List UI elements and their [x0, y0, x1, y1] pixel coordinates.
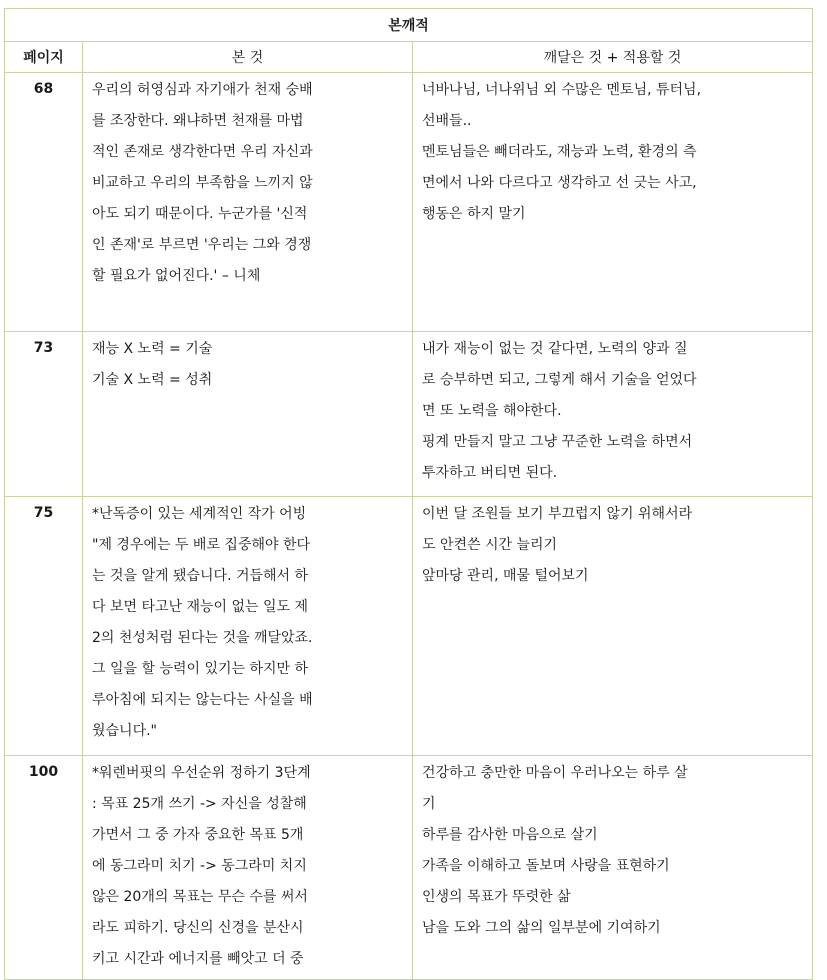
table-row: [5, 73, 813, 332]
text-line: 2의 천성처럼 된다는 것을 깨달았죠.: [92, 630, 313, 646]
seen-cell: [83, 497, 413, 756]
text-line: 웠습니다.": [92, 723, 157, 739]
table-title: 본깨적: [5, 9, 813, 42]
text-line: 다 보면 타고난 재능이 없는 일도 제: [92, 599, 309, 615]
text-line: 멘토님들은 빼더라도, 재능과 노력, 환경의 측: [422, 144, 697, 160]
text-line: 인생의 목표가 뚜렷한 삶: [422, 889, 571, 905]
realized-cell: [413, 73, 813, 332]
text-line: 앞마당 관리, 매물 털어보기: [422, 568, 589, 584]
text-line: 비교하고 우리의 부족함을 느끼지 않: [92, 175, 313, 191]
seen-cell: [83, 756, 413, 980]
text-line: 면 또 노력을 해야한다.: [422, 403, 562, 419]
realized-cell: [413, 497, 813, 756]
column-header-row: [5, 42, 813, 73]
text-line: : 목표 25개 쓰기 -> 자신을 성찰해: [92, 796, 307, 812]
text-line: 않은 20개의 목표는 무슨 수를 써서: [92, 889, 308, 905]
text-line: *워렌버핏의 우선순위 정하기 3단계: [92, 765, 311, 781]
text-line: 건강하고 충만한 마음이 우러나오는 하루 살: [422, 765, 688, 781]
text-line: 키고 시간과 에너지를 빼앗고 더 중: [92, 951, 304, 967]
text-line: 할 필요가 없어진다.' – 니체: [92, 268, 261, 284]
text-line: 를 조장한다. 왜냐하면 천재를 마법: [92, 113, 304, 129]
table-row: [5, 756, 813, 980]
seen-cell: [83, 73, 413, 332]
table-row: [5, 332, 813, 497]
text-line: 하루를 감사한 마음으로 살기: [422, 827, 598, 843]
text-line: 그 일을 할 능력이 있기는 하지만 하: [92, 661, 309, 677]
text-line: "제 경우에는 두 배로 집중해야 한다: [92, 537, 311, 553]
text-line: 우리의 허영심과 자기애가 천재 숭배: [92, 82, 313, 98]
text-line: 가면서 그 중 가자 중요한 목표 5개: [92, 827, 304, 843]
text-line: 남을 도와 그의 삶의 일부분에 기여하기: [422, 920, 661, 936]
text-line: 투자하고 버티면 된다.: [422, 465, 558, 481]
text-line: 기술 X 노력 = 성취: [92, 372, 213, 388]
text-line: 핑계 만들지 말고 그냥 꾸준한 노력을 하면서: [422, 434, 693, 450]
reading-notes-table: [4, 8, 813, 980]
text-line: 아도 되기 때문이다. 누군가를 '신적: [92, 206, 308, 222]
text-line: 도 안켠쓴 시간 늘리기: [422, 537, 558, 553]
text-line: 인 존재'로 부르면 '우리는 그와 경쟁: [92, 237, 312, 253]
page-number: 68: [5, 73, 83, 332]
page-number: 73: [5, 332, 83, 497]
text-line: 가족을 이해하고 돌보며 사랑을 표현하기: [422, 858, 670, 874]
text-line: 재능 X 노력 = 기술: [92, 341, 213, 357]
realized-cell: [413, 756, 813, 980]
table-row: [5, 497, 813, 756]
text-line: *난독증이 있는 세계적인 작가 어빙: [92, 506, 307, 522]
text-line: 행동은 하지 말기: [422, 206, 526, 222]
realized-cell: [413, 332, 813, 497]
seen-cell: [83, 332, 413, 497]
text-line: 이번 달 조원들 보기 부끄럽지 않기 위해서라: [422, 506, 693, 522]
text-line: 라도 피하기. 당신의 신경을 분산시: [92, 920, 304, 936]
page-number: 75: [5, 497, 83, 756]
table-title-row: [5, 9, 813, 42]
text-line: 는 것을 알게 됐습니다. 거듭해서 하: [92, 568, 309, 584]
text-line: 내가 재능이 없는 것 같다면, 노력의 양과 질: [422, 341, 688, 357]
text-line: 에 동그라미 치기 -> 동그라미 치지: [92, 858, 307, 874]
text-line: 로 승부하면 되고, 그렇게 해서 기술을 얻었다: [422, 372, 697, 388]
header-page: 페이지: [5, 42, 83, 73]
header-seen: 본 것: [83, 42, 413, 73]
page-number: 100: [5, 756, 83, 980]
text-line: 선배들..: [422, 113, 472, 129]
text-line: 기: [422, 796, 436, 812]
header-realized: 깨달은 것 + 적용할 것: [413, 42, 813, 73]
text-line: 너바나님, 너나위님 외 수많은 멘토님, 튜터님,: [422, 82, 702, 98]
text-line: 적인 존재로 생각한다면 우리 자신과: [92, 144, 313, 160]
text-line: 루아침에 되지는 않는다는 사실을 배: [92, 692, 313, 708]
text-line: 면에서 나와 다르다고 생각하고 선 긋는 사고,: [422, 175, 697, 191]
